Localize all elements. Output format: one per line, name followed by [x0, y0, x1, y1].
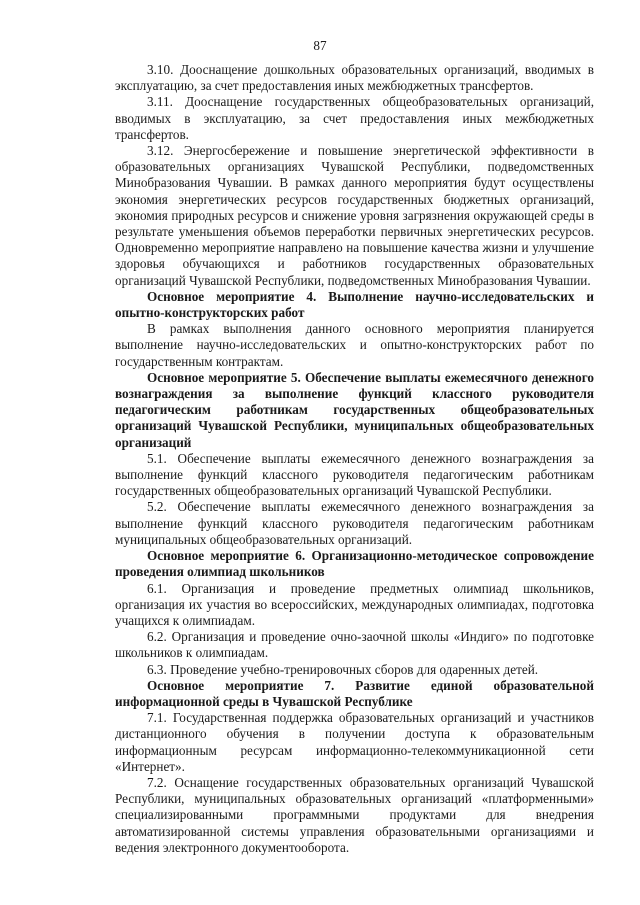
paragraph-5-1: 5.1. Обеспечение выплаты ежемесячного денежного вознаграждения за выполнение функций классного руководителя педагогическим работникам государственных общеобразовательных организаций Чувашской Республики. [115, 450, 594, 499]
document-body [115, 62, 594, 856]
heading-main-activity-4: Основное мероприятие 4. Выполнение научно-исследовательских и опытно-конструкторских работ [115, 288, 594, 321]
paragraph-6-2: 6.2. Организация и проведение очно-заочной школы «Индиго» по подготовке школьников к олимпиадам. [115, 629, 594, 661]
paragraph-6-3: 6.3. Проведение учебно-тренировочных сборов для одаренных детей. [147, 661, 539, 677]
paragraph-3-10: 3.10. Дооснащение дошкольных образовательных организаций, вводимых в эксплуатацию, за счет предоставления иных межбюджетных трансфертов. [115, 62, 594, 94]
paragraph-3-12: 3.12. Энергосбережение и повышение энергетической эффективности в образовательных организациях Чувашской Республики, подведомственных Минобразования Чувашии. В рамках данного мероприятия будут осуществлены экономия энергетических ресурсов государственных бюджетных организаций, экономия природных ресурсов и снижение уровня загрязнения окружающей среды в результате уменьшения объемов переработки первичных энергетических ресурсов. Одновременно мероприятие направлено на повышение качества жизни и улучшение здоровья обучающихся и работников государственных образовательных организаций Чувашской Республики, подведомственных Минобразования Чувашии. [115, 143, 594, 288]
paragraph-activity-4-description: В рамках выполнения данного основного мероприятия планируется выполнение научно-исследовательских и опытно-конструкторских работ по государственным контрактам. [115, 321, 594, 369]
paragraph-3-11: 3.11. Дооснащение государственных общеобразовательных организаций, вводимых в эксплуатацию, за счет предоставления иных межбюджетных трансфертов. [115, 94, 594, 142]
page-number: 87 [313, 38, 327, 53]
heading-main-activity-6: Основное мероприятие 6. Организационно-методическое сопровождение проведения олимпиад школьников [115, 548, 594, 580]
paragraph-7-2: 7.2. Оснащение государственных образовательных организаций Чувашской Республики, муниципальных образовательных организаций «платформенными» специализированными программными продуктами для внедрения автоматизированной системы управления образовательными организациями и ведения электронного документооборота. [115, 774, 594, 855]
paragraph-5-2: 5.2. Обеспечение выплаты ежемесячного денежного вознаграждения за выполнение функций классного руководителя педагогическим работникам муниципальных общеобразовательных организаций. [115, 499, 594, 547]
heading-main-activity-5: Основное мероприятие 5. Обеспечение выплаты ежемесячного денежного вознаграждения за выполнение функций классного руководителя педагогическим работникам государственных общеобразовательных организаций Чувашской Республики, муниципальных общеобразовательных организаций [115, 369, 594, 450]
paragraph-7-1: 7.1. Государственная поддержка образовательных организаций и участников дистанционного обучения в получении доступа к образовательным информационным ресурсам информационно-телекоммуникационной сети «Интернет». [115, 710, 594, 774]
heading-main-activity-7: Основное мероприятие 7. Развитие единой образовательной информационной среды в Чувашской Республике [115, 677, 594, 709]
paragraph-6-1: 6.1. Организация и проведение предметных олимпиад школьников, организация их участия во всероссийских, международных олимпиадах, подготовка учащихся к олимпиадам. [115, 580, 594, 628]
